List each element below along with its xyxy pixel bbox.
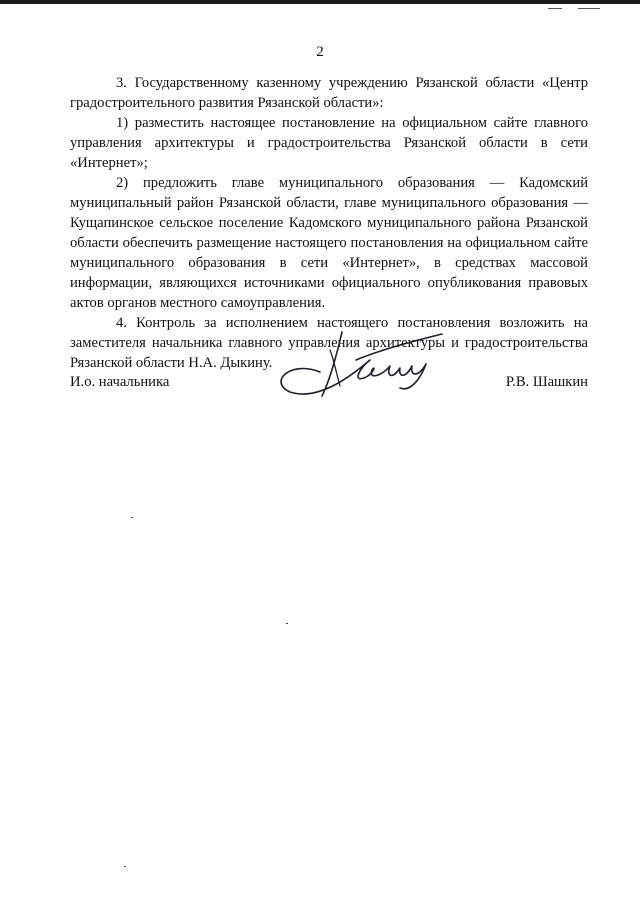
signatory-title: И.о. начальника — [70, 374, 170, 390]
scan-speck — [548, 8, 562, 9]
scan-top-border — [0, 0, 640, 4]
scan-speck — [578, 8, 600, 9]
page-number: 2 — [316, 44, 324, 60]
scan-dot — [124, 866, 126, 867]
paragraph-item-3: 3. Государственному казенному учреждению Рязанской области «Центр градостроительного развития Рязанской области»: — [70, 75, 588, 111]
signatory-name: Р.В. Шашкин — [505, 374, 588, 390]
scan-dot — [286, 623, 288, 624]
paragraph-subitem-1: 1) разместить настоящее постановление на официальном сайте главного управления архитектуры и градостроительства Рязанской области в сети «Интернет»; — [70, 115, 588, 171]
handwritten-signature — [260, 320, 450, 410]
paragraph-item-4: 4. Контроль за исполнением настоящего постановления возложить на заместителя начальника главного управления архитектуры и градостроительства Рязанской области Н.А. Дыкину. — [70, 315, 588, 371]
scan-dot — [131, 517, 133, 518]
paragraph-subitem-2: 2) предложить главе муниципального образования — Кадомский муниципальный район Рязанской области, главе муниципального образования — Кущапинское сельское поселение Кадомского муниципального района Рязанской области обеспечить размещение настоящего постановления на официальном сайте муниципального образования в сети «Интернет», в средствах массовой информации, являющихся источниками официального опубликования правовых актов органов местного самоуправления. — [70, 175, 588, 311]
